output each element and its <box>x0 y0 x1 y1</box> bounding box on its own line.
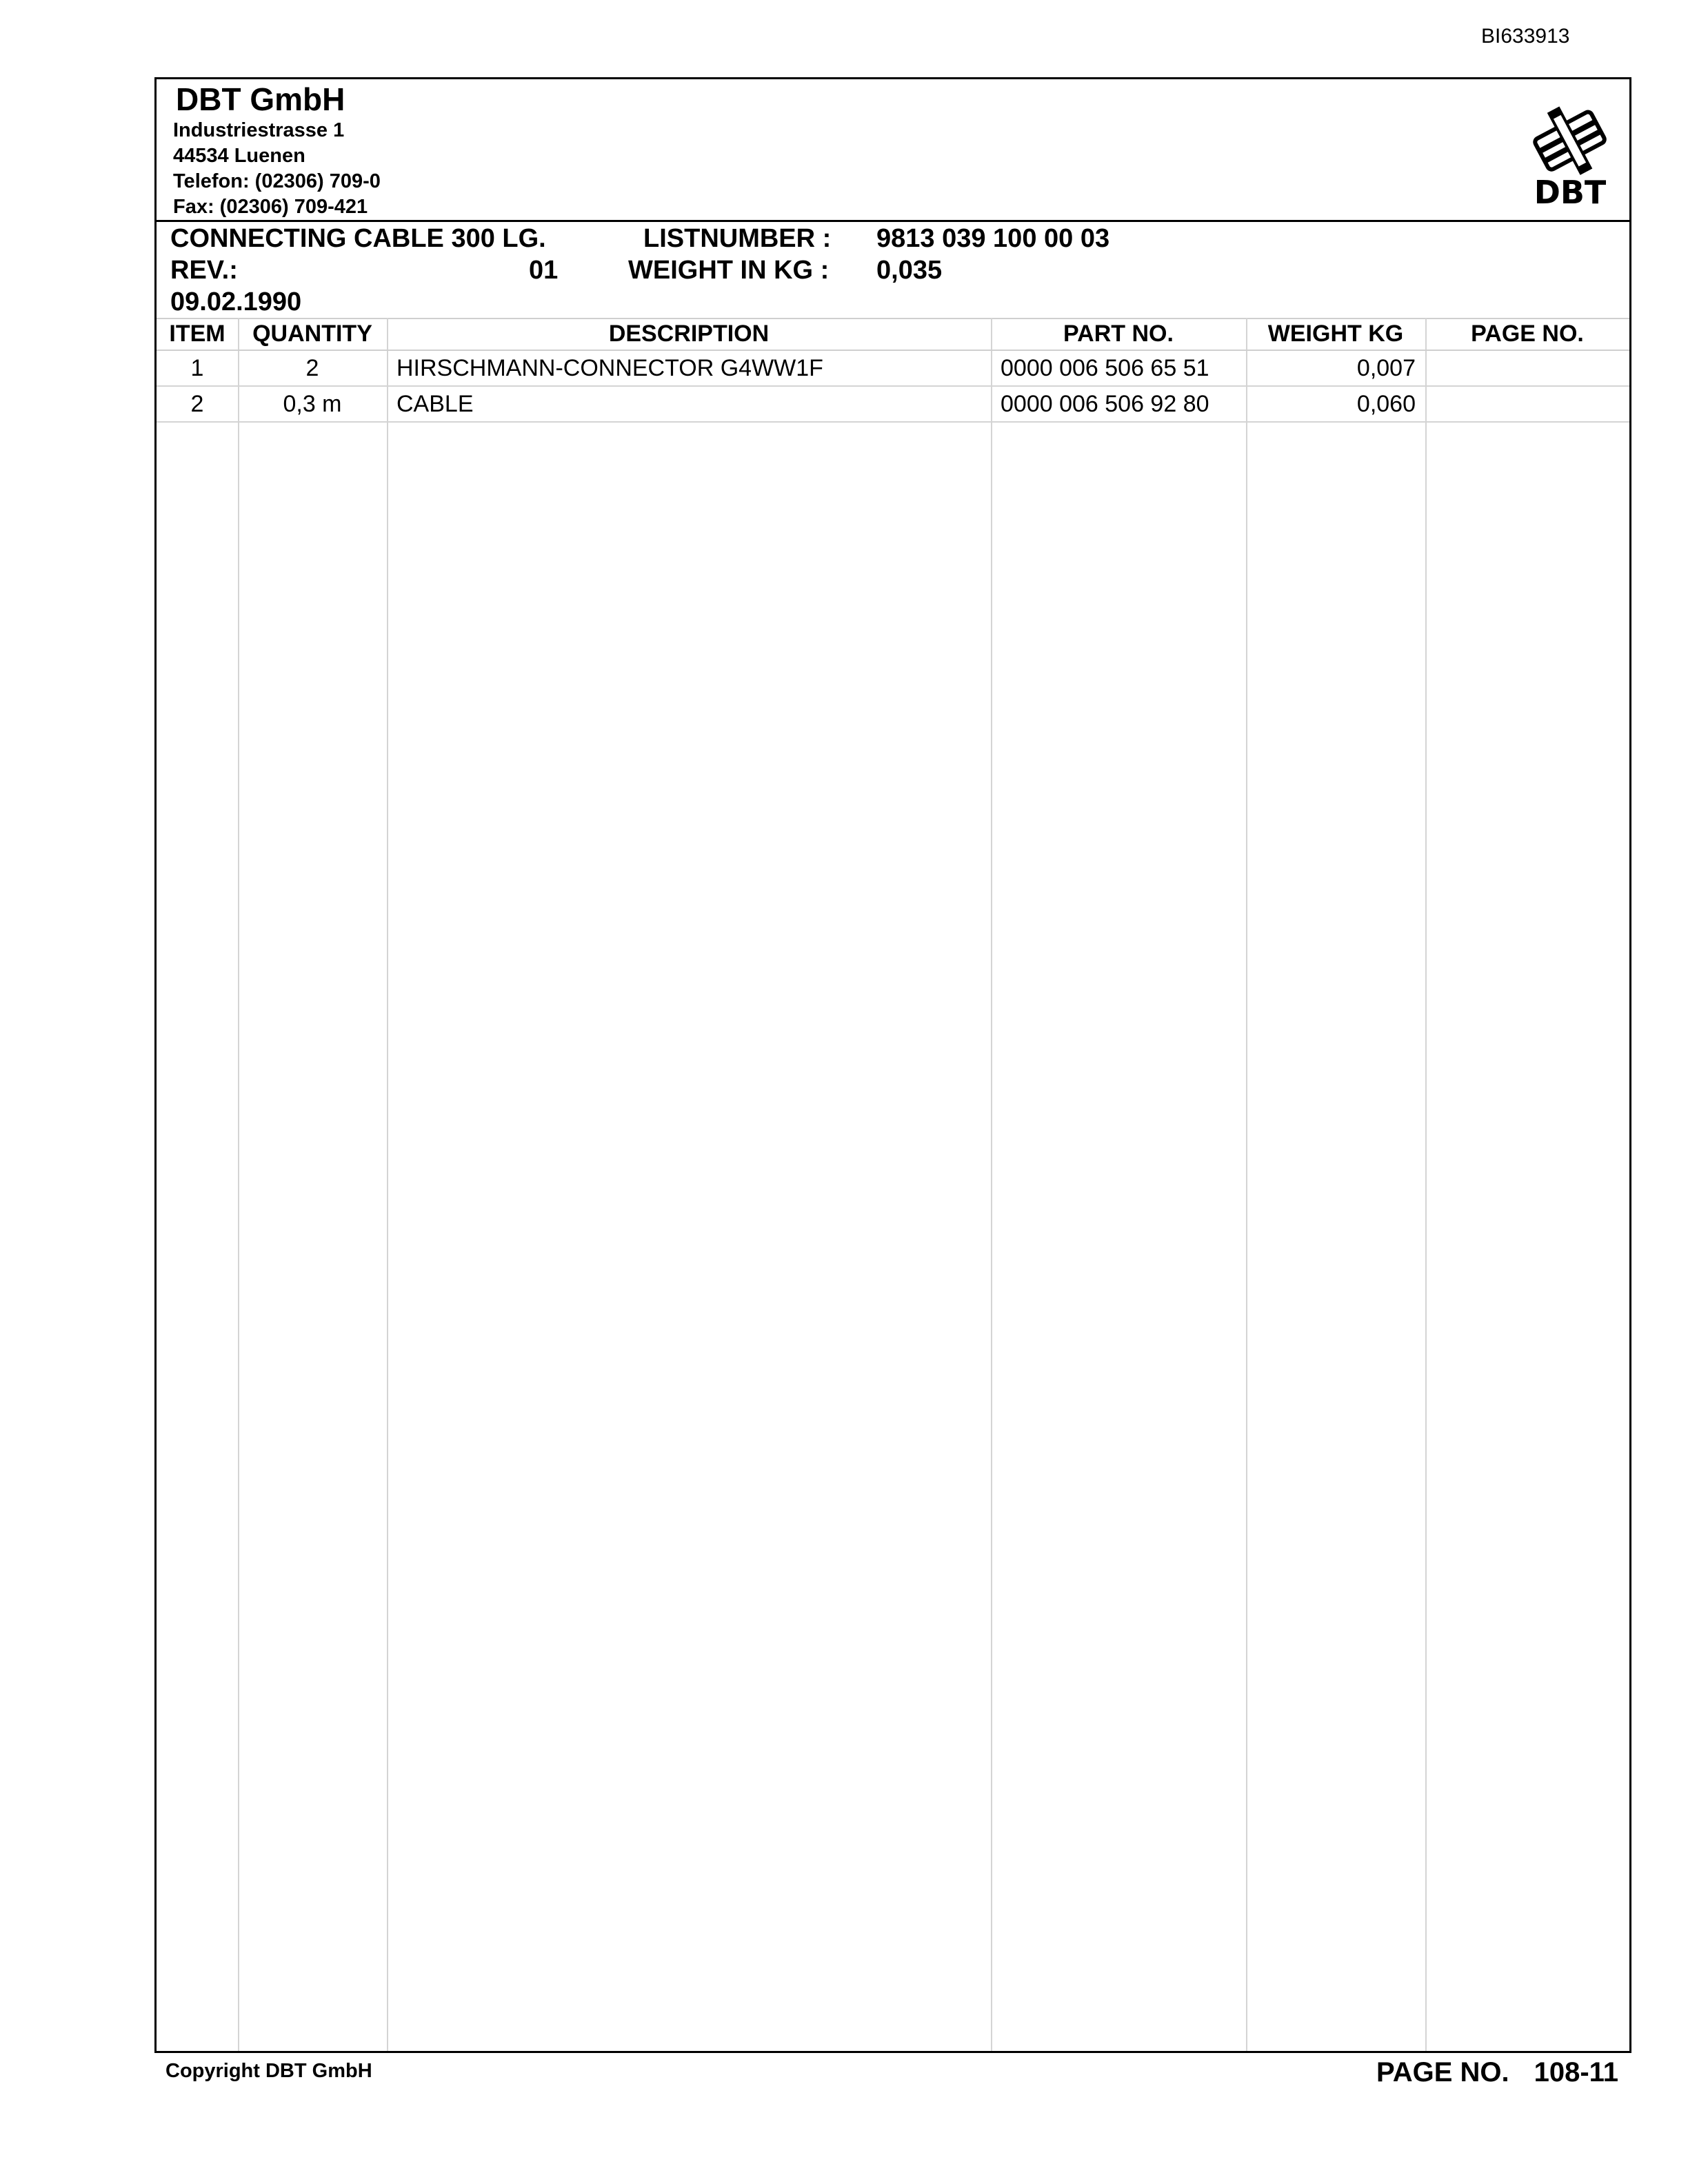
column-header-description: DESCRIPTION <box>387 318 991 350</box>
header-divider <box>157 220 1629 222</box>
table-row <box>157 386 1629 422</box>
company-phone: Telefon: (02306) 709-0 <box>173 170 381 192</box>
column-header-part-no: PART NO. <box>991 318 1246 350</box>
weight-value: 0,035 <box>876 256 943 285</box>
table-header-row <box>157 318 1629 350</box>
page-number-value: 108-11 <box>1534 2057 1618 2087</box>
cell-page <box>1425 386 1629 422</box>
copyright-notice: Copyright DBT GmbH <box>165 2060 372 2082</box>
listnumber-label: LISTNUMBER : <box>643 224 832 253</box>
column-divider <box>238 318 239 2051</box>
cell-quantity: 2 <box>238 350 387 386</box>
weight-label: WEIGHT IN KG : <box>628 256 830 285</box>
column-divider <box>1425 318 1427 2051</box>
listnumber-value: 9813 039 100 00 03 <box>876 224 1110 253</box>
cell-page <box>1425 350 1629 386</box>
parts-table <box>157 318 1629 423</box>
document-id: BI633913 <box>1481 25 1570 48</box>
column-divider <box>387 318 388 2051</box>
cell-weight: 0,007 <box>1246 350 1425 386</box>
column-header-quantity: QUANTITY <box>238 318 387 350</box>
cell-description: HIRSCHMANN-CONNECTOR G4WW1F <box>387 350 991 386</box>
column-header-page: PAGE NO. <box>1425 318 1629 350</box>
parts-list-frame <box>154 77 1631 2053</box>
cell-item: 1 <box>157 350 238 386</box>
revision-value: 01 <box>529 256 559 285</box>
dbt-logo <box>1529 99 1611 209</box>
column-header-weight: WEIGHT KG <box>1246 318 1425 350</box>
cell-description: CABLE <box>387 386 991 422</box>
cell-weight: 0,060 <box>1246 386 1425 422</box>
company-city: 44534 Luenen <box>173 145 305 167</box>
page-number-label: PAGE NO. <box>1376 2057 1509 2087</box>
revision-date: 09.02.1990 <box>170 287 302 316</box>
revision-label: REV.: <box>170 256 238 285</box>
company-block <box>173 81 381 220</box>
cell-quantity: 0,3 m <box>238 386 387 422</box>
dbt-logo-text: DBT <box>1534 174 1607 209</box>
column-divider <box>991 318 992 2051</box>
cell-item: 2 <box>157 386 238 422</box>
table-row <box>157 350 1629 386</box>
company-fax: Fax: (02306) 709-421 <box>173 196 368 218</box>
cell-part-no: 0000 006 506 65 51 <box>991 350 1246 386</box>
column-header-item: ITEM <box>157 318 238 350</box>
company-name: DBT GmbH <box>176 81 345 117</box>
page-number <box>1376 2057 1618 2088</box>
list-title: CONNECTING CABLE 300 LG. <box>170 224 546 253</box>
column-divider <box>1246 318 1247 2051</box>
company-street: Industriestrasse 1 <box>173 119 345 141</box>
cell-part-no: 0000 006 506 92 80 <box>991 386 1246 422</box>
